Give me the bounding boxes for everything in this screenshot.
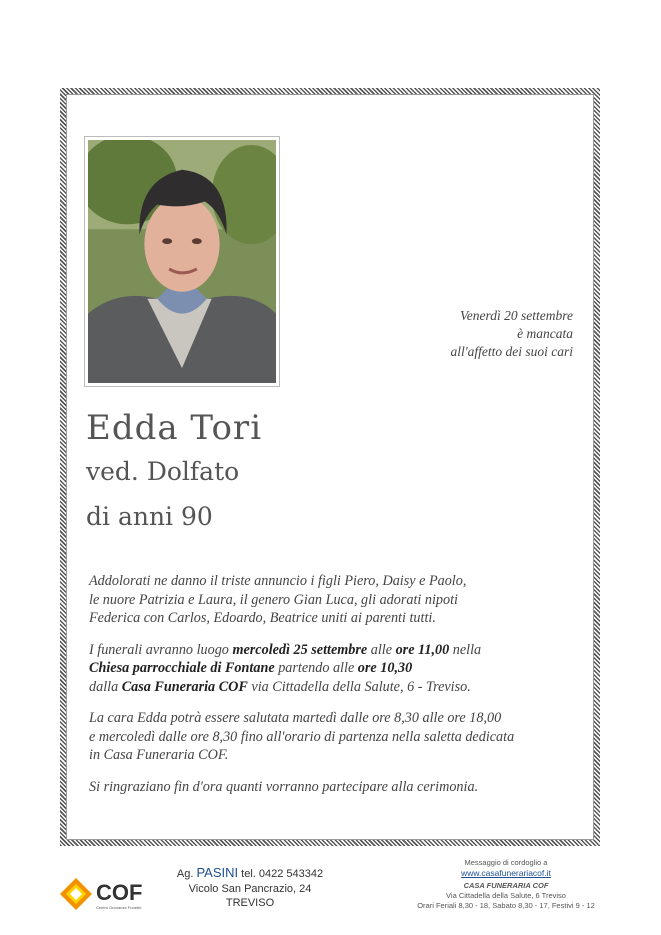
agency-city: TREVISO xyxy=(225,897,275,909)
cof-logo xyxy=(56,874,166,914)
funeral-home-hours: Orari Feriali 8,30 - 18, Sabato 8,30 - 17, Festivi 9 - 12 xyxy=(417,901,595,910)
visitation-paragraph xyxy=(89,709,549,765)
widow-of: ved. Dolfato xyxy=(86,457,240,486)
funeral-home-title: CASA FUNERARIA COF xyxy=(463,881,549,890)
condolence-info xyxy=(408,858,604,911)
logo-subtext: Centro Onoranze Funebri xyxy=(96,905,142,910)
funeral-time: ore 11,00 xyxy=(395,641,450,658)
portrait-photo xyxy=(84,136,280,387)
thanks-paragraph: Si ringraziano fin d'ora quanti vorranno partecipare alla cerimonia. xyxy=(89,778,479,795)
condolence-label: Messaggio di cordoglio a xyxy=(464,858,548,867)
text-run: alle xyxy=(367,641,396,658)
text-run: partendo alle xyxy=(274,660,358,676)
funeral-home-name: Casa Funeraria COF xyxy=(121,678,248,695)
agency-line xyxy=(170,866,330,882)
agency-name: PASINI xyxy=(196,865,239,880)
funeral-home-address: Via Cittadella della Salute, 6 Treviso xyxy=(446,891,566,900)
text-run: I funerali avranno luogo xyxy=(89,641,233,658)
visitation-line: La cara Edda potrà essere salutata martedì dalle ore 8,30 alle ore 18,00 xyxy=(89,710,502,726)
agency-prefix: Ag. xyxy=(176,868,194,880)
family-paragraph xyxy=(89,572,549,628)
agency-info xyxy=(170,866,330,911)
text-run: dalla xyxy=(89,678,122,695)
text-run: nella xyxy=(449,641,482,658)
departure-time: ore 10,30 xyxy=(357,660,413,676)
notice-body xyxy=(89,572,549,809)
funeral-date: mercoledì 25 settembre xyxy=(232,641,368,658)
visitation-line: in Casa Funeraria COF. xyxy=(89,747,229,763)
condolence-link[interactable]: www.casafunerariacof.it xyxy=(461,868,551,878)
agency-phone: tel. 0422 543342 xyxy=(241,868,324,880)
deceased-name: Edda Tori xyxy=(86,408,263,448)
date-block xyxy=(450,307,573,361)
agency-address: Vicolo San Pancrazio, 24 xyxy=(188,882,312,895)
visitation-line: e mercoledì dalle ore 8,30 fino all'orario di partenza nella saletta dedicata xyxy=(89,728,515,745)
family-line: Addolorati ne danno il triste annuncio i figli Piero, Daisy e Paolo, xyxy=(89,573,467,589)
portrait-image xyxy=(88,140,276,383)
funeral-paragraph xyxy=(89,641,549,697)
passed-away-line: è mancata xyxy=(517,326,573,341)
date-line: Venerdì 20 settembre xyxy=(460,308,573,323)
logo-text: COF xyxy=(96,880,143,905)
affection-line: all'affetto dei suoi cari xyxy=(450,344,573,359)
family-line: Federica con Carlos, Edoardo, Beatrice uniti ai parenti tutti. xyxy=(89,610,436,626)
footer xyxy=(0,850,661,935)
funeral-home-address: via Cittadella della Salute, 6 - Treviso. xyxy=(247,678,471,695)
family-line: le nuore Patrizia e Laura, il genero Gian Luca, gli adorati nipoti xyxy=(89,591,458,608)
church-name: Chiesa parrocchiale di Fontane xyxy=(89,660,275,676)
age: di anni 90 xyxy=(86,502,213,531)
